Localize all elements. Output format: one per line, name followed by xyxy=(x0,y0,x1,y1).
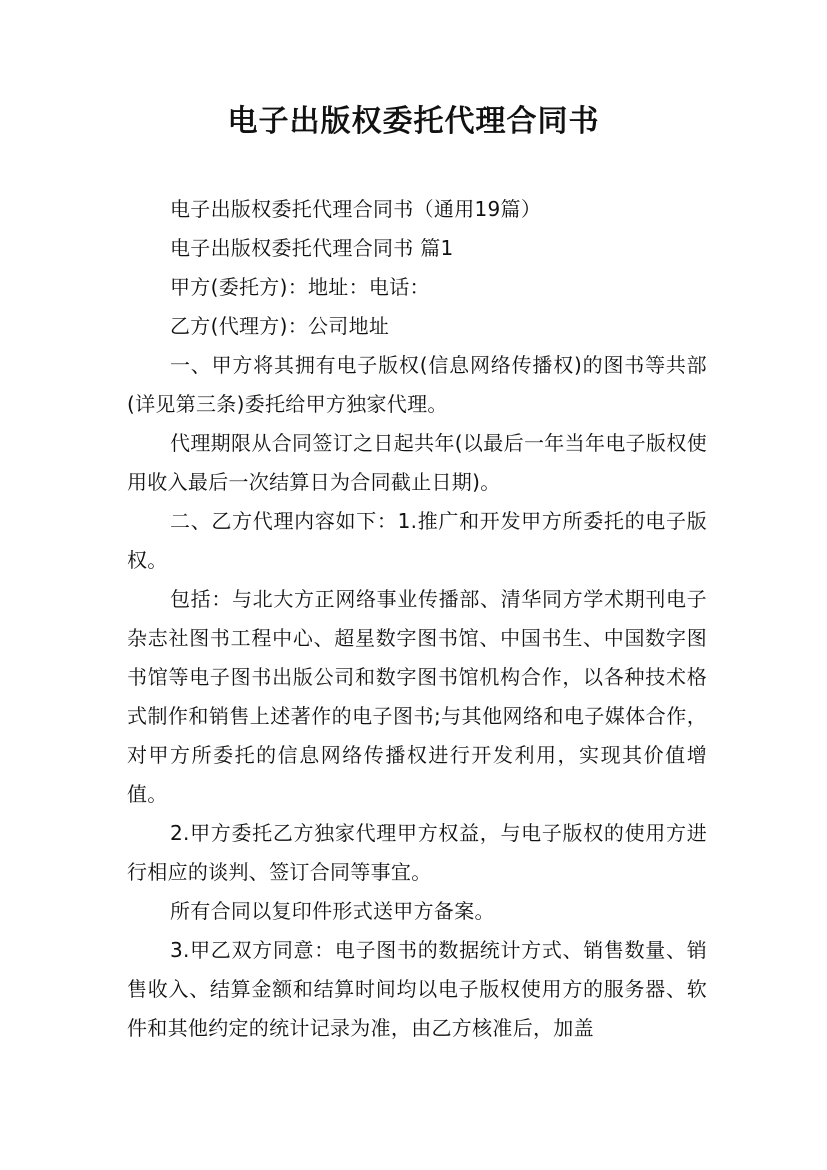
paragraph-party-b: 乙方(代理方)：公司地址 xyxy=(170,314,390,338)
paragraph-term: 代理期限从合同签订之日起共年(以最后一年当年电子版权使用收入最后一次结算日为合同截止日期)。 xyxy=(127,431,707,494)
paragraph-clause-1: 一、甲方将其拥有电子版权(信息网络传播权)的图书等共部(详见第三条)委托给甲方独家代理。 xyxy=(127,353,707,416)
paragraph-item-2: 2.甲方委托乙方独家代理甲方权益，与电子版权的使用方进行相应的谈判、签订合同等事宜。 xyxy=(127,821,707,884)
paragraph-clause-2: 二、乙方代理内容如下：1.推广和开发甲方所委托的电子版权。 xyxy=(127,509,707,572)
paragraph-filing: 所有合同以复印件形式送甲方备案。 xyxy=(170,899,495,923)
paragraph-party-a: 甲方(委托方)：地址：电话： xyxy=(170,275,430,299)
paragraph-item-3: 3.甲乙双方同意：电子图书的数据统计方式、销售数量、销售收入、结算金额和结算时间均以电子版权使用方的服务器、软件和其他约定的统计记录为准，由乙方核准后，加盖 xyxy=(127,938,707,1040)
paragraph-subtitle: 电子出版权委托代理合同书（通用19篇） xyxy=(170,197,542,221)
paragraph-chapter-heading: 电子出版权委托代理合同书 篇1 xyxy=(170,236,454,260)
paragraph-includes: 包括：与北大方正网络事业传播部、清华同方学术期刊电子杂志社图书工程中心、超星数字图书馆、中国书生、中国数字图书馆等电子图书出版公司和数字图书馆机构合作，以各种技术格式制作和销售上述著作的电子图书;与其他网络和电子媒体合作，对甲方所委托的信息网络传播权进行开发利用，实现其价值增值。 xyxy=(127,587,707,806)
document-title: 电子出版权委托代理合同书 xyxy=(227,104,600,139)
document-body xyxy=(127,190,707,1048)
